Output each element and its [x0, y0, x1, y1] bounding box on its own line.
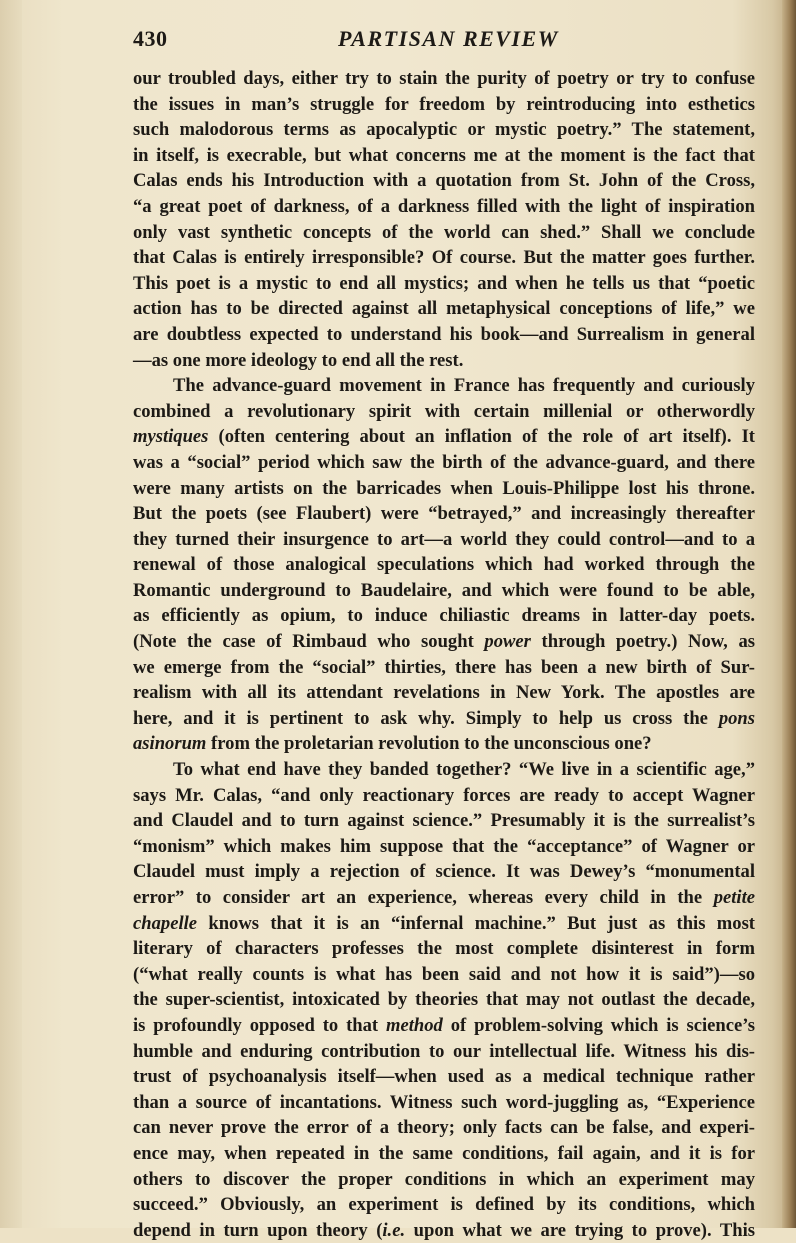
text-segment: trust of psychoanalysis itself—when used as a medical technique rather: [133, 1066, 755, 1088]
italic-text: pons: [718, 707, 755, 729]
text-line: [133, 424, 755, 450]
text-line: [133, 731, 755, 757]
text-line: [133, 1192, 755, 1218]
text-segment: action has to be directed against all metaphysical conceptions of life,” we: [133, 298, 755, 320]
text-line: [133, 117, 755, 143]
text-segment: knows that it is an “infernal machine.” But just as this most: [197, 912, 755, 934]
text-line: [133, 220, 755, 246]
text-line: [133, 450, 755, 476]
text-segment: (often centering about an inflation of the role of art itself). It: [208, 426, 755, 448]
text-line: [133, 1218, 755, 1243]
italic-text: method: [386, 1014, 443, 1036]
text-line: [133, 962, 755, 988]
text-line: [133, 987, 755, 1013]
text-line: [133, 245, 755, 271]
text-line: [133, 501, 755, 527]
text-segment: that Calas is entirely irresponsible? Of course. But the matter goes further.: [133, 247, 755, 269]
text-segment: they turned their insurgence to art—a world they could control—and to a: [133, 528, 755, 550]
text-line: [133, 168, 755, 194]
text-line: [133, 655, 755, 681]
text-segment: than a source of incantations. Witness such word-juggling as, “Experience: [133, 1091, 755, 1113]
text-segment: others to discover the proper conditions in which an experiment may: [133, 1168, 755, 1190]
italic-text: chapelle: [133, 912, 198, 934]
italic-text: power: [484, 631, 531, 653]
text-segment: was a “social” period which saw the birth of the advance-guard, and there: [133, 451, 755, 473]
text-line: [133, 373, 755, 399]
text-line: [133, 885, 755, 911]
text-segment: To what end have they banded together? “We live in a scientific age,”: [173, 759, 755, 781]
text-segment: from the proletarian revolution to the unconscious one?: [206, 733, 652, 755]
text-segment: combined a revolutionary spirit with certain millenial or otherwordly: [133, 400, 755, 422]
text-segment: Claudel must imply a rejection of science. It was Dewey’s “monumental: [133, 861, 755, 883]
body-text: [133, 66, 755, 1243]
page-number: 430: [133, 26, 168, 51]
text-segment: we emerge from the “social” thirties, there has been a new birth of Sur-: [133, 656, 755, 678]
text-segment: our troubled days, either try to stain the purity of poetry or try to confuse: [133, 68, 755, 89]
text-line: [133, 476, 755, 502]
text-line: [133, 527, 755, 553]
text-segment: “a great poet of darkness, of a darkness filled with the light of inspiration: [133, 195, 755, 217]
text-segment: and Claudel and to turn against science.” Presumably it is the surrealist’s: [133, 810, 755, 832]
text-line: [133, 271, 755, 297]
text-line: [133, 1167, 755, 1193]
text-segment: This poet is a mystic to end all mystics; and when he tells us that “poetic: [133, 272, 755, 294]
text-line: [133, 936, 755, 962]
text-segment: here, and it is pertinent to ask why. Simply to help us cross the: [133, 707, 719, 729]
page-edge-shadow: [782, 0, 796, 1228]
text-line: [133, 859, 755, 885]
text-line: [133, 834, 755, 860]
text-segment: Romantic underground to Baudelaire, and which were found to be able,: [133, 579, 755, 601]
text-segment: in itself, is execrable, but what concerns me at the moment is the fact that: [133, 144, 755, 166]
text-segment: ence may, when repeated in the same conditions, fail again, and it is for: [133, 1142, 755, 1164]
text-segment: says Mr. Calas, “and only reactionary forces are ready to accept Wagner: [133, 784, 755, 806]
text-line: [133, 757, 755, 783]
text-segment: literary of characters professes the most complete disinterest in form: [133, 938, 755, 960]
text-segment: humble and enduring contribution to our intellectual life. Witness his dis-: [133, 1040, 755, 1062]
text-line: [133, 194, 755, 220]
text-line: [133, 1064, 755, 1090]
text-line: [133, 911, 755, 937]
text-segment: But the poets (see Flaubert) were “betrayed,” and increasingly thereafter: [133, 503, 755, 525]
italic-text: asinorum: [133, 733, 207, 755]
text-segment: depend in turn upon theory (: [133, 1219, 383, 1241]
page-gutter-shadow: [0, 0, 22, 1228]
text-segment: renewal of those analogical speculations which had worked through the: [133, 554, 755, 576]
text-line: [133, 348, 755, 374]
text-segment: the issues in man’s struggle for freedom by reintroducing into esthetics: [133, 93, 755, 115]
text-line: [133, 808, 755, 834]
text-line: [133, 1141, 755, 1167]
text-segment: realism with all its attendant revelations in New York. The apostles are: [133, 682, 755, 704]
text-segment: The advance-guard movement in France has frequently and curiously: [173, 375, 755, 397]
text-line: [133, 143, 755, 169]
text-segment: Calas ends his Introduction with a quotation from St. John of the Cross,: [133, 170, 755, 192]
text-line: [133, 1115, 755, 1141]
text-segment: the super-scientist, intoxicated by theories that may not outlast the decade,: [133, 989, 755, 1011]
text-line: [133, 1090, 755, 1116]
running-head: PARTISAN REVIEW: [338, 26, 559, 51]
text-line: [133, 1039, 755, 1065]
text-line: [133, 629, 755, 655]
text-segment: such malodorous terms as apocalyptic or mystic poetry.” The statement,: [133, 119, 755, 141]
text-line: [133, 399, 755, 425]
text-line: [133, 552, 755, 578]
text-segment: through poetry.) Now, as: [530, 631, 755, 653]
text-line: [133, 92, 755, 118]
text-segment: (“what really counts is what has been said and not how it is said”)—so: [133, 963, 755, 985]
italic-text: i.e.: [382, 1219, 406, 1241]
text-segment: of problem-solving which is science’s: [442, 1014, 755, 1036]
text-segment: error” to consider art an experience, whereas every child in the: [133, 887, 714, 908]
text-line: [133, 706, 755, 732]
text-segment: only vast synthetic concepts of the world can shed.” Shall we conclude: [133, 221, 755, 243]
text-line: [133, 603, 755, 629]
text-line: [133, 680, 755, 706]
page-header: [133, 22, 753, 56]
text-segment: were many artists on the barricades when Louis-Philippe lost his throne.: [133, 477, 755, 499]
text-segment: upon what we are trying to prove). This: [405, 1219, 756, 1241]
text-segment: succeed.” Obviously, an experiment is defined by its conditions, which: [133, 1194, 755, 1216]
italic-text: mystiques: [133, 426, 209, 448]
text-line: [133, 322, 755, 348]
text-segment: as efficiently as opium, to induce chiliastic dreams in latter-day poets.: [133, 605, 755, 627]
italic-text: petite: [713, 887, 755, 908]
text-line: [133, 296, 755, 322]
text-line: [133, 578, 755, 604]
text-segment: (Note the case of Rimbaud who sought: [133, 631, 485, 653]
text-line: [133, 66, 755, 92]
text-segment: can never prove the error of a theory; only facts can be false, and experi-: [133, 1117, 755, 1139]
text-segment: —as one more ideology to end all the rest.: [133, 349, 464, 371]
text-segment: “monism” which makes him suppose that the “acceptance” of Wagner or: [133, 835, 755, 857]
text-line: [133, 783, 755, 809]
text-segment: is profoundly opposed to that: [133, 1014, 386, 1036]
text-line: [133, 1013, 755, 1039]
text-segment: are doubtless expected to understand his book—and Surrealism in general: [133, 323, 755, 345]
